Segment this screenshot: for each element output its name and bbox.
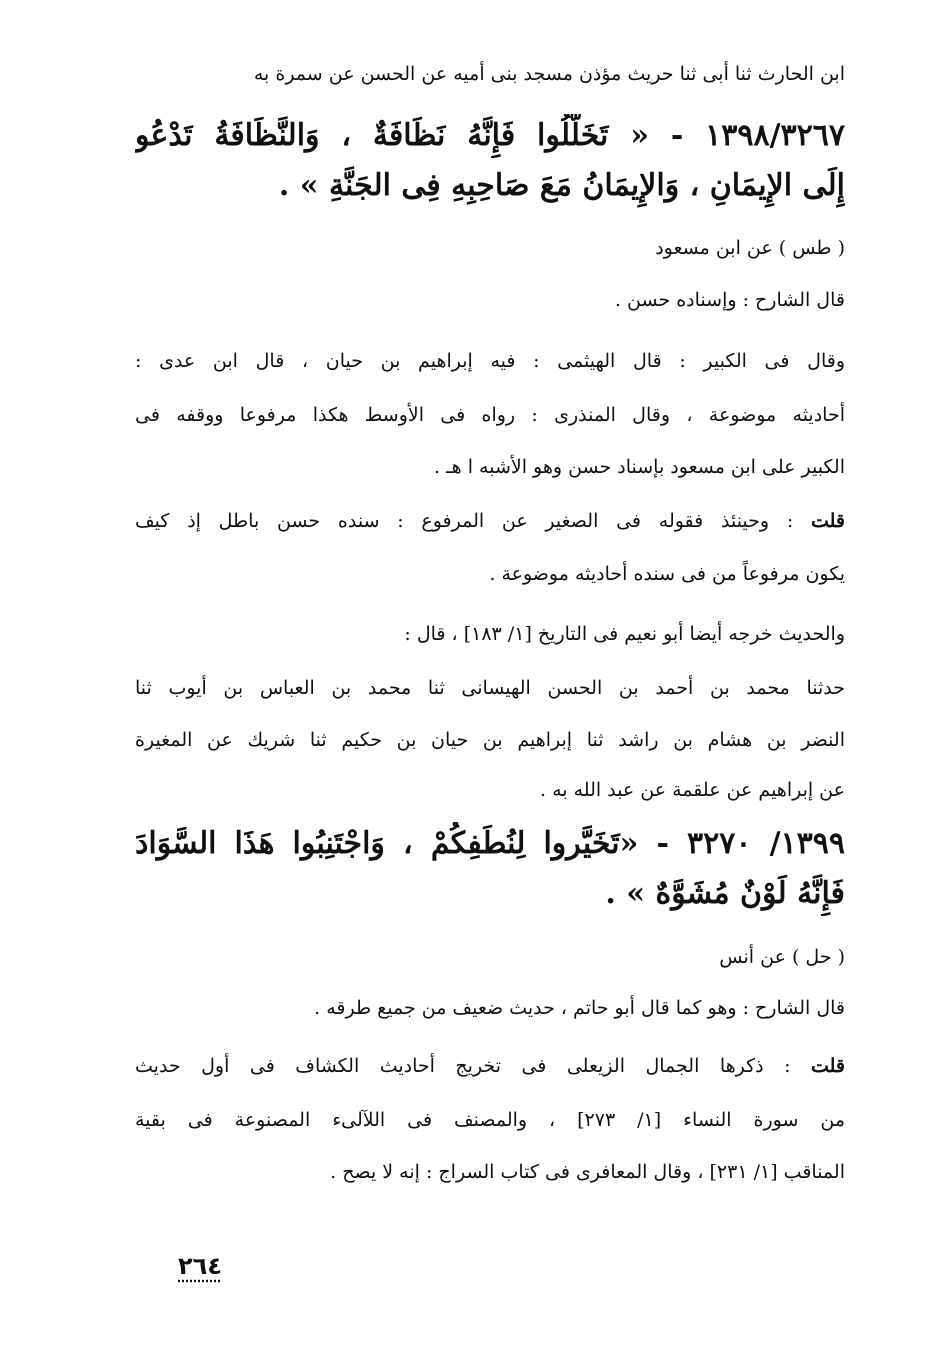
hadith-1399-line-2	[135, 872, 845, 916]
paragraph-line	[135, 560, 845, 588]
text-line: يكون مرفوعاً من فى سنده أحاديثه موضوعة .	[489, 563, 845, 585]
isnad-line	[135, 60, 845, 88]
paragraph-line	[135, 620, 845, 648]
text-line: وقال فى الكبير : قال الهيثمى : فيه إبراهيم بن حيان ، قال ابن عدى :	[135, 350, 845, 372]
hadith-1399-line-1	[135, 822, 845, 866]
paragraph-line	[135, 1158, 845, 1186]
text-line: ابن الحارث ثنا أبى ثنا حريث مؤذن مسجد بنى أميه عن الحسن عن سمرة به	[253, 63, 845, 85]
qultu-keyword: قلت	[810, 1055, 845, 1077]
text-line: عن إبراهيم عن علقمة عن عبد الله به .	[540, 779, 845, 801]
paragraph-line	[135, 453, 845, 481]
paragraph-line	[135, 1106, 845, 1134]
commentary-line	[135, 994, 845, 1022]
source-attribution	[135, 234, 845, 262]
paragraph-line	[135, 401, 845, 429]
isnad-line	[135, 674, 845, 702]
text-line: النضر بن هشام بن راشد ثنا إبراهيم بن حيان بن حكيم ثنا شريك عن المغيرة	[135, 729, 845, 751]
text-line: من سورة النساء [١/ ٢٧٣] ، والمصنف فى اللآلىء المصنوعة فى بقية	[135, 1109, 845, 1131]
text-line: المناقب [١/ ٢٣١] ، وقال المعافرى فى كتاب السراج : إنه لا يصح .	[330, 1161, 845, 1183]
text-line: : وحينئذ فقوله فى الصغير عن المرفوع : سنده حسن باطل إذ كيف	[135, 510, 811, 532]
text-line: قال الشارح : وهو كما قال أبو حاتم ، حديث ضعيف من جميع طرقه .	[314, 997, 845, 1019]
commentary-line	[135, 286, 845, 314]
text-line: الكبير على ابن مسعود بإسناد حسن وهو الأشبه ا هـ .	[434, 456, 845, 478]
hadith-text: ١٣٩٩/ ٣٢٧٠ - «تَخَيَّروا لِنُطَفِكُمْ ، وَاجْتَنِبُوا هَذَا السَّوَادَ	[135, 826, 845, 861]
hadith-text: إِلَى الإِيمَانِ ، وَالإِيمَانُ مَعَ صَاحِبِهِ فِى الجَنَّةِ » .	[278, 168, 845, 203]
hadith-text: ١٣٩٨/٣٢٦٧ - « تَخَلَّلُوا فَإِنَّهُ نَظَافَةٌ ، وَالنَّظَافَةُ تَدْعُو	[135, 118, 845, 153]
isnad-line	[135, 726, 845, 754]
text-line: حدثنا محمد بن أحمد بن الحسن الهيسانى ثنا محمد بن العباس بن أيوب ثنا	[135, 677, 845, 699]
text-line: قال الشارح : وإسناده حسن .	[614, 289, 845, 311]
paragraph-line	[135, 347, 845, 375]
qultu-paragraph-line	[135, 1052, 845, 1080]
hadith-1398-line-2	[135, 164, 845, 208]
text-line: أحاديثه موضوعة ، وقال المنذرى : رواه فى الأوسط هكذا مرفوعا ووقفه فى	[135, 404, 845, 426]
source-attribution	[135, 943, 845, 971]
text-line: ( طس ) عن ابن مسعود	[655, 237, 845, 259]
hadith-1398-line-1	[135, 114, 845, 158]
qultu-paragraph-line	[135, 507, 845, 535]
text-line: : ذكرها الجمال الزيعلى فى تخريج أحاديث الكشاف فى أول حديث	[135, 1055, 811, 1077]
isnad-line	[135, 776, 845, 804]
qultu-keyword: قلت	[810, 510, 845, 532]
text-line: والحديث خرجه أيضا أبو نعيم فى التاريخ [١/ ١٨٣] ، قال :	[404, 623, 845, 645]
hadith-text: فَإِنَّهُ لَوْنٌ مُشَوَّهٌ » .	[605, 876, 845, 911]
page-number: ٢٦٤	[178, 1252, 222, 1280]
text-line: ( حل ) عن أنس	[719, 946, 845, 968]
